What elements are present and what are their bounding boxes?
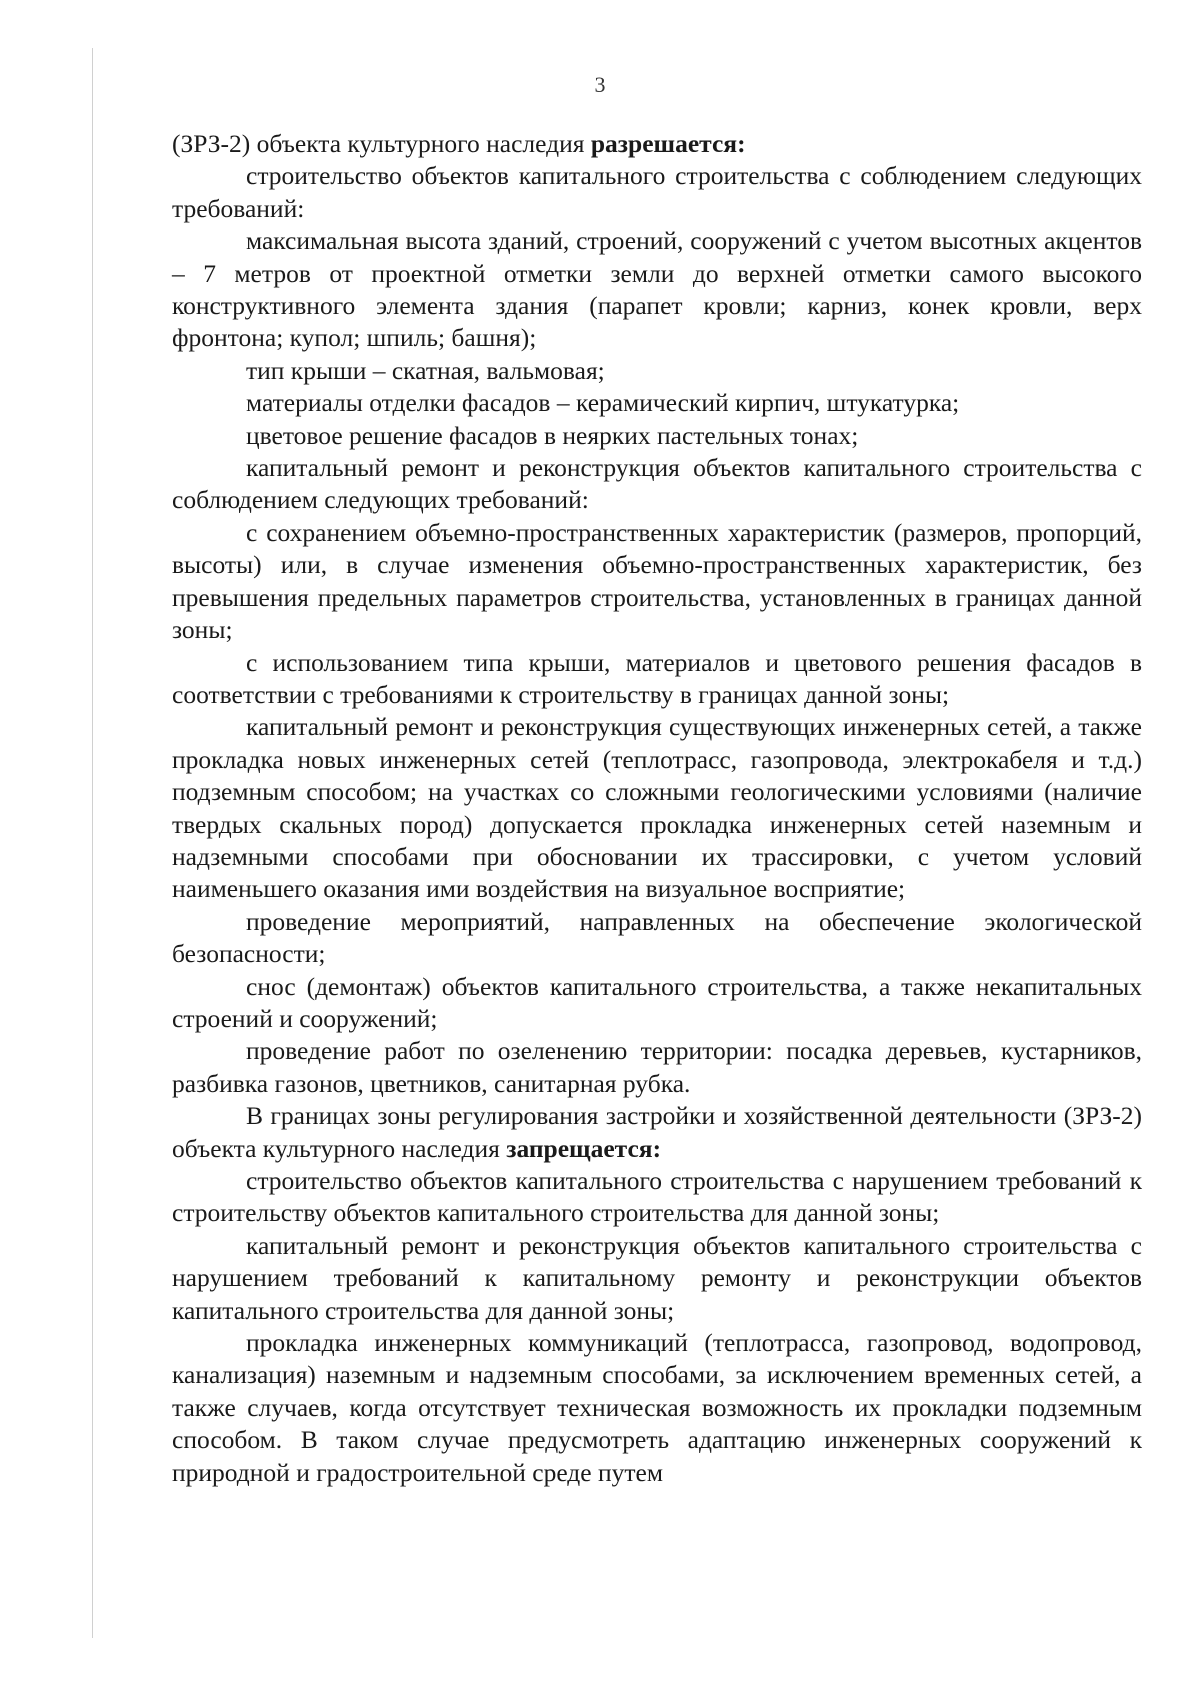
paragraph-text: (ЗРЗ-2) объекта культурного наследия xyxy=(172,129,591,158)
paragraph: с сохранением объемно-пространственных характеристик (размеров, пропорций, высоты) или, в случае изменения объемно-пространственных характеристик, без превышения предельных параметров строительства, установленных в границах данной зоны; xyxy=(172,517,1142,645)
paragraph: капитальный ремонт и реконструкция объектов капитального строительства с соблюдением следующих требований: xyxy=(172,453,1142,515)
paragraph: с использованием типа крыши, материалов и цветового решения фасадов в соответствии с требованиями к строительству в границах данной зоны; xyxy=(172,647,1142,709)
paragraph-bold-text: запрещается: xyxy=(506,1133,662,1163)
paragraph xyxy=(172,1100,1142,1165)
paragraph: материалы отделки фасадов – керамический кирпич, штукатурка; xyxy=(246,388,960,418)
paragraph: капитальный ремонт и реконструкция объектов капитального строительства с нарушением требований к капитальному ремонту и реконструкции объектов капитального строительства для данной зоны; xyxy=(172,1230,1142,1325)
paragraph: строительство объектов капитального строительства с соблюдением следующих требований: xyxy=(172,161,1142,223)
paragraph: капитальный ремонт и реконструкция существующих инженерных сетей, а также прокладка новых инженерных сетей (теплотрасс, газопровода, электрокабеля и т.д.) подземным способом; на участках со сложными геологическими условиями (наличие твердых скальных пород) допускается прокладка инженерных сетей наземным и надземными способами при обосновании их трассировки, с учетом условий наименьшего оказания ими воздействия на визуальное восприятие; xyxy=(172,712,1142,904)
document-body xyxy=(172,128,1142,1489)
paragraph: проведение мероприятий, направленных на обеспечение экологической безопасности; xyxy=(172,906,1142,969)
scan-edge-line xyxy=(92,48,93,1638)
paragraph: прокладка инженерных коммуникаций (теплотрасса, газопровод, водопровод, канализация) наземным и надземным способами, за исключением временных сетей, а также случаев, когда отсутствует техническая возможность их прокладки подземным способом. В таком случае предусмотреть адаптацию инженерных сооружений к природной и градостроительной среде путем xyxy=(172,1328,1142,1487)
paragraph-bold-text: разрешается: xyxy=(590,129,746,158)
paragraph: тип крыши – скатная, вальмовая; xyxy=(246,355,605,385)
paragraph xyxy=(172,128,1142,160)
paragraph-text: В границах зоны регулирования застройки и хозяйственной деятельности (ЗРЗ-2) объекта культурного наследия xyxy=(172,1101,1142,1163)
paragraph: снос (демонтаж) объектов капитального строительства, а также некапитальных строений и сооружений; xyxy=(172,971,1142,1033)
paragraph: проведение работ по озеленению территории: посадка деревьев, кустарников, разбивка газонов, цветников, санитарная рубка. xyxy=(172,1036,1142,1098)
paragraph: цветовое решение фасадов в неярких пастельных тонах; xyxy=(246,420,859,450)
paragraph: строительство объектов капитального строительства с нарушением требований к строительству объектов капитального строительства для данной зоны; xyxy=(172,1166,1142,1228)
page-number: 3 xyxy=(594,72,606,97)
paragraph: максимальная высота зданий, строений, сооружений с учетом высотных акцентов – 7 метров от проектной отметки земли до верхней отметки самого высокого конструктивного элемента здания (парапет кровли; карниз, конек кровли, верх фронтона; купол; шпиль; башня); xyxy=(172,226,1142,353)
